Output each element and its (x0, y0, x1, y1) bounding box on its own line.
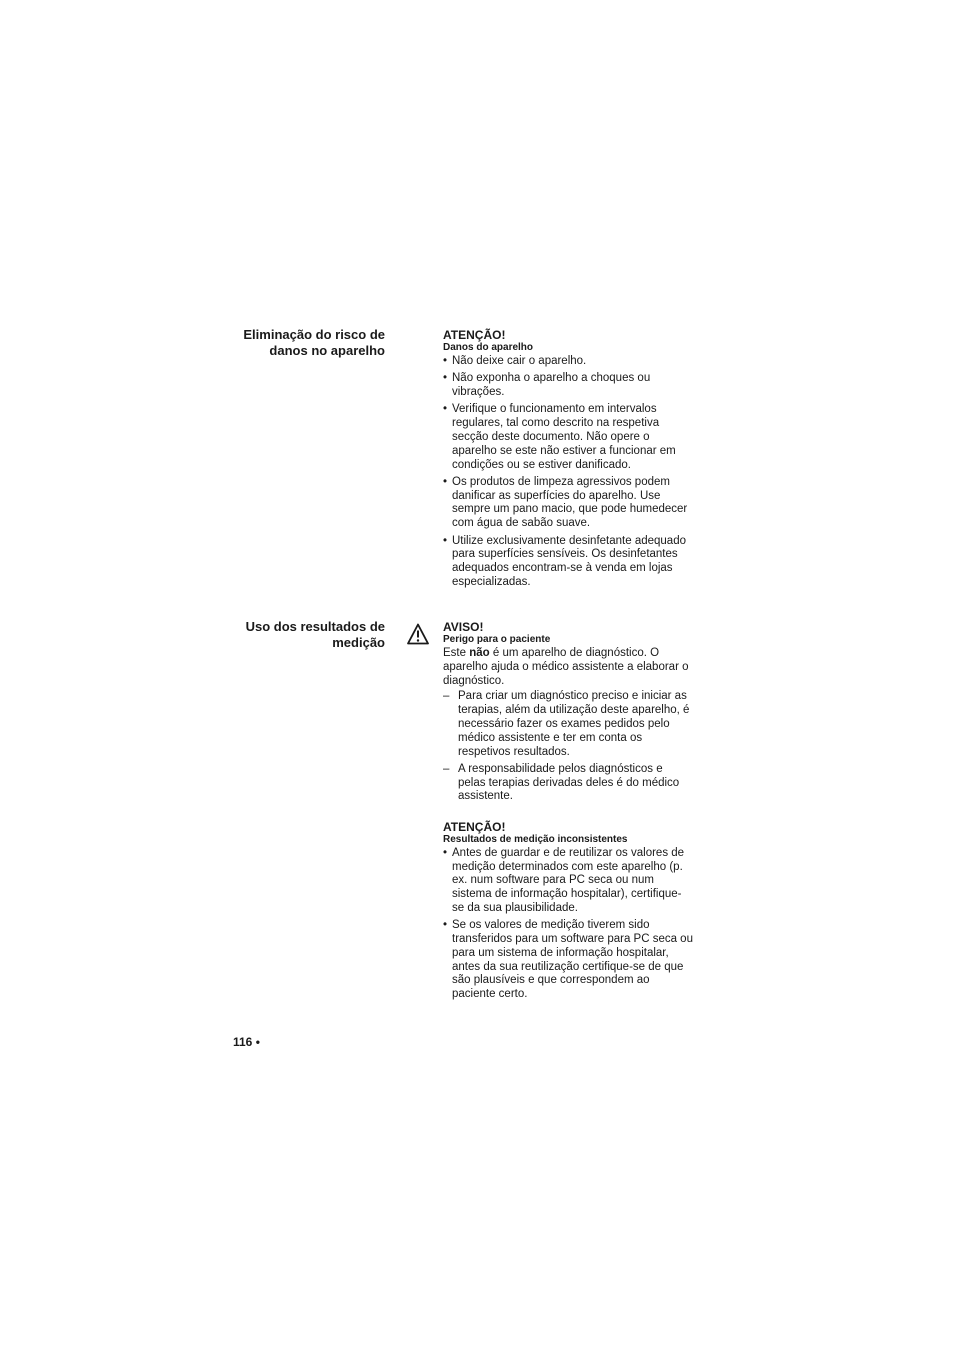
dash-item (443, 690, 693, 759)
aviso-subtitle: Perigo para o paciente (443, 634, 551, 645)
device-damage-warning-block (443, 328, 693, 593)
dash-marker: – (443, 762, 450, 775)
intro-text-end: é um aparelho de diagnóstico. O aparelho ajuda o médico assistente a elaborar o diagnóstico. (443, 647, 689, 687)
warning-title: ATENÇÃO! (443, 328, 506, 342)
dash-item (443, 763, 693, 804)
bullet-marker: • (443, 534, 448, 547)
list-item-text: Antes de guardar e de reutilizar os valores de medição determinados com este aparelho (p. ex. num software para PC seca ou num sistema de informação hospitalar), certifique-se da sua plausibilidade. (452, 846, 685, 914)
aviso-title: AVISO! (443, 620, 484, 634)
list-item (443, 535, 693, 590)
list-item-text: Verifique o funcionamento em intervalos regulares, tal como descrito na respetiva secção deste documento. Não opere o aparelho se este não estiver a funcionar em condições ou se estiver danificado. (452, 403, 676, 471)
list-item-text: Os produtos de limpeza agressivos podem danificar as superfícies do aparelho. Use sempre um pano macio, que pode humedecer com água de sabão suave. (452, 475, 688, 530)
bullet-marker: • (443, 475, 448, 488)
bullet-marker: • (443, 403, 448, 416)
list-item-text: Não deixe cair o aparelho. (452, 355, 587, 367)
warning-triangle-icon (407, 623, 429, 645)
dash-item-text: A responsabilidade pelos diagnósticos e pelas terapias derivadas deles é do médico assistente. (458, 762, 680, 803)
list-item (443, 847, 693, 916)
intro-text-start: Este (443, 647, 470, 659)
bullet-marker: • (443, 919, 448, 932)
bullet-marker: • (443, 355, 448, 367)
atencao-title: ATENÇÃO! (443, 819, 506, 834)
dash-item-text: Para criar um diagnóstico preciso e iniciar as terapias, além da utilização deste aparelho, é necessário fazer os exames pedidos pelo médico assistente e ter em conta os respetivos resultados. (458, 690, 690, 758)
bullet-marker: • (443, 846, 448, 859)
atencao-subtitle: Resultados de medição inconsistentes (443, 833, 628, 845)
warning-subtitle: Danos do aparelho (443, 342, 534, 353)
heading-line-1: Uso dos resultados de (245, 619, 385, 634)
list-item-text: Utilize exclusivamente desinfetante adequado para superfícies sensíveis. Os desinfetantes adequados encontram-se à venda em lojas especializadas. (452, 534, 686, 588)
heading-line-2: medição (332, 635, 385, 650)
aviso-intro-paragraph (443, 647, 693, 688)
section-heading-device-damage (145, 327, 385, 359)
heading-line-1: Eliminação do risco de (243, 327, 385, 342)
page-number: 116 • (233, 1035, 260, 1049)
list-item (443, 355, 693, 369)
measurement-results-block (443, 620, 693, 1006)
list-item (443, 372, 693, 400)
section-heading-measurement-results (145, 619, 385, 651)
list-item-text: Não exponha o aparelho a choques ou vibrações. (452, 372, 651, 399)
intro-emphasis: não (469, 647, 490, 659)
heading-line-2: danos no aparelho (269, 343, 385, 358)
dash-marker: – (443, 690, 450, 703)
list-item (443, 476, 693, 531)
list-item (443, 919, 693, 1002)
list-item-text: Se os valores de medição tiverem sido transferidos para um software para PC seca ou para um sistema de informação hospitalar, antes da sua reutilização certifique-se de que são plausíveis e que correspondem ao paciente certo. (452, 919, 693, 1001)
bullet-marker: • (443, 372, 448, 385)
list-item (443, 403, 693, 472)
